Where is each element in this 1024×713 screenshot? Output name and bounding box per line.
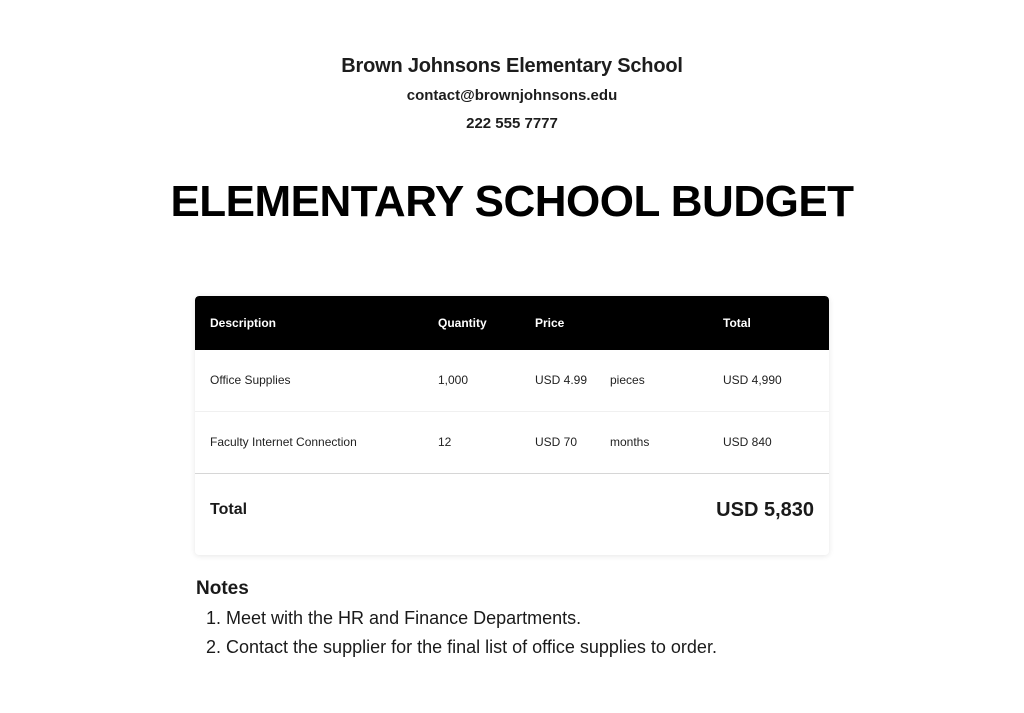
- school-header: [0, 52, 1024, 136]
- cell-quantity: 1,000: [438, 373, 469, 387]
- column-header-description: Description: [210, 316, 277, 330]
- cell-description: Office Supplies: [210, 373, 291, 387]
- school-email: contact@brownjohnsons.edu: [406, 87, 618, 104]
- note-item: 2. Contact the supplier for the final list of office supplies to order.: [226, 633, 896, 662]
- cell-total: USD 4,990: [723, 373, 782, 387]
- cell-price: USD 4.99: [535, 373, 588, 387]
- cell-price: USD 70: [535, 435, 578, 449]
- table-row: [195, 350, 829, 412]
- school-name: Brown Johnsons Elementary School: [341, 55, 683, 77]
- notes-list: [196, 604, 896, 662]
- grand-total-row: [195, 474, 829, 555]
- cell-description: Faculty Internet Connection: [210, 435, 357, 449]
- notes-title: Notes: [196, 578, 249, 599]
- cell-unit: months: [610, 435, 650, 449]
- note-item: 1. Meet with the HR and Finance Departments.: [226, 604, 896, 633]
- column-header-quantity: Quantity: [438, 316, 487, 330]
- table-row: [195, 412, 829, 474]
- budget-table: [195, 296, 829, 555]
- document-title: ELEMENTARY SCHOOL BUDGET: [170, 177, 854, 226]
- column-header-price: Price: [535, 316, 565, 330]
- grand-total-label: Total: [210, 501, 248, 518]
- column-header-total: Total: [723, 316, 751, 330]
- notes-section: [196, 576, 896, 662]
- school-phone: 222 555 7777: [466, 115, 558, 132]
- cell-total: USD 840: [723, 435, 772, 449]
- table-header: [195, 296, 829, 350]
- cell-unit: pieces: [610, 373, 645, 387]
- grand-total-value: USD 5,830: [716, 499, 814, 521]
- cell-quantity: 12: [438, 435, 452, 449]
